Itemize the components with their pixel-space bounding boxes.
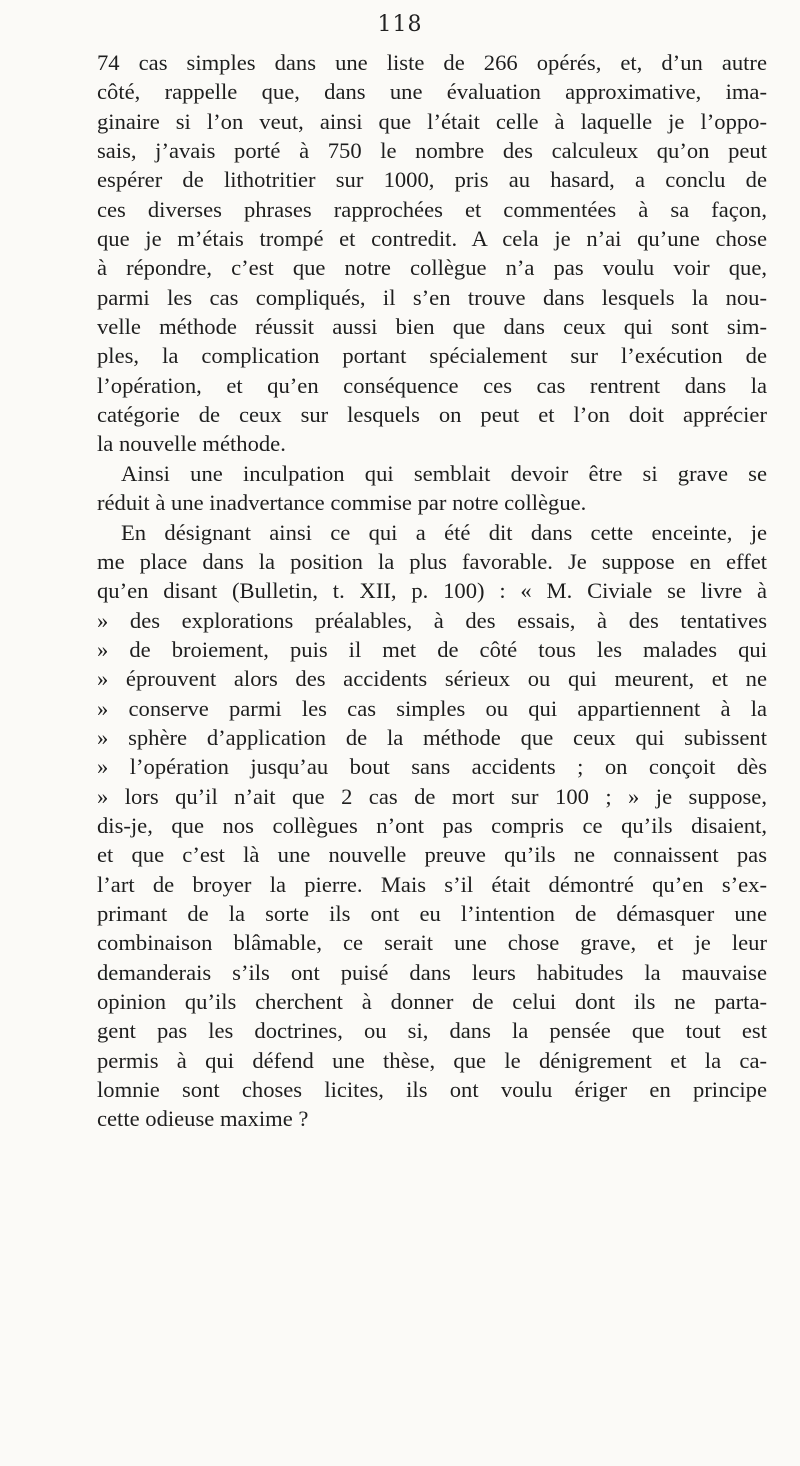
text-line: sais, j’avais porté à 750 le nombre des calculeux qu’on peut bbox=[97, 138, 767, 164]
text-line: et que c’est là une nouvelle preuve qu’ils ne connaissent pas bbox=[97, 842, 767, 868]
text-line: En désignant ainsi ce qui a été dit dans cette enceinte, je bbox=[121, 519, 767, 545]
body-text bbox=[97, 48, 767, 1134]
text-line: gent pas les doctrines, ou si, dans la pensée que tout est bbox=[97, 1018, 767, 1044]
text-line: demanderais s’ils ont puisé dans leurs habitudes la mauvaise bbox=[97, 959, 767, 985]
text-line: » de broiement, puis il met de côté tous les malades qui bbox=[97, 636, 767, 662]
text-line: Ainsi une inculpation qui semblait devoir être si grave se bbox=[121, 460, 767, 486]
text-line: » conserve parmi les cas simples ou qui appartiennent à la bbox=[97, 695, 767, 721]
text-line: réduit à une inadvertance commise par notre collègue. bbox=[97, 490, 587, 516]
text-line: espérer de lithotritier sur 1000, pris au hasard, a conclu de bbox=[97, 167, 767, 193]
text-line: opinion qu’ils cherchent à donner de celui dont ils ne parta- bbox=[97, 989, 767, 1014]
text-line: combinaison blâmable, ce serait une chose grave, et je leur bbox=[97, 930, 767, 956]
text-line: velle méthode réussit aussi bien que dans ceux qui sont sim- bbox=[97, 314, 767, 340]
text-line: côté, rappelle que, dans une évaluation approximative, ima- bbox=[97, 79, 767, 105]
text-line: » des explorations préalables, à des essais, à des tentatives bbox=[97, 607, 767, 633]
text-line: ces diverses phrases rapprochées et commentées à sa façon, bbox=[97, 196, 767, 222]
text-line: 74 cas simples dans une liste de 266 opérés, et, d’un autre bbox=[97, 50, 767, 75]
text-line: dis-je, que nos collègues n’ont pas compris ce qu’ils disaient, bbox=[97, 812, 767, 838]
text-line: primant de la sorte ils ont eu l’intention de démasquer une bbox=[97, 900, 767, 926]
text-line: la nouvelle méthode. bbox=[97, 431, 286, 457]
text-line: ples, la complication portant spécialement sur l’exécution de bbox=[97, 343, 767, 369]
text-line: qu’en disant (Bulletin, t. XII, p. 100) : « M. Civiale se livre à bbox=[97, 578, 767, 604]
text-line: » éprouvent alors des accidents sérieux ou qui meurent, et ne bbox=[97, 666, 767, 692]
text-line: catégorie de ceux sur lesquels on peut et l’on doit apprécier bbox=[97, 402, 767, 428]
text-line: permis à qui défend une thèse, que le dénigrement et la ca- bbox=[97, 1047, 767, 1073]
text-line: parmi les cas compliqués, il s’en trouve dans lesquels la nou- bbox=[97, 284, 767, 310]
text-line: que je m’étais trompé et contredit. A cela je n’ai qu’une chose bbox=[97, 226, 767, 252]
text-line: » sphère d’application de la méthode que ceux qui subissent bbox=[97, 724, 767, 750]
text-line: à répondre, c’est que notre collègue n’a pas voulu voir que, bbox=[97, 255, 767, 281]
text-line: me place dans la position la plus favorable. Je suppose en effet bbox=[97, 548, 767, 574]
page-number: 118 bbox=[377, 12, 423, 37]
text-line: l’opération, et qu’en conséquence ces cas rentrent dans la bbox=[97, 372, 767, 398]
text-line: ginaire si l’on veut, ainsi que l’était celle à laquelle je l’oppo- bbox=[97, 108, 767, 134]
text-line: » lors qu’il n’ait que 2 cas de mort sur 100 ; » je suppose, bbox=[97, 783, 767, 809]
text-line: cette odieuse maxime ? bbox=[97, 1106, 309, 1132]
text-line: » l’opération jusqu’au bout sans accidents ; on conçoit dès bbox=[97, 754, 767, 780]
text-line: lomnie sont choses licites, ils ont voulu ériger en principe bbox=[97, 1077, 767, 1103]
text-line: l’art de broyer la pierre. Mais s’il était démontré qu’en s’ex- bbox=[97, 871, 767, 897]
